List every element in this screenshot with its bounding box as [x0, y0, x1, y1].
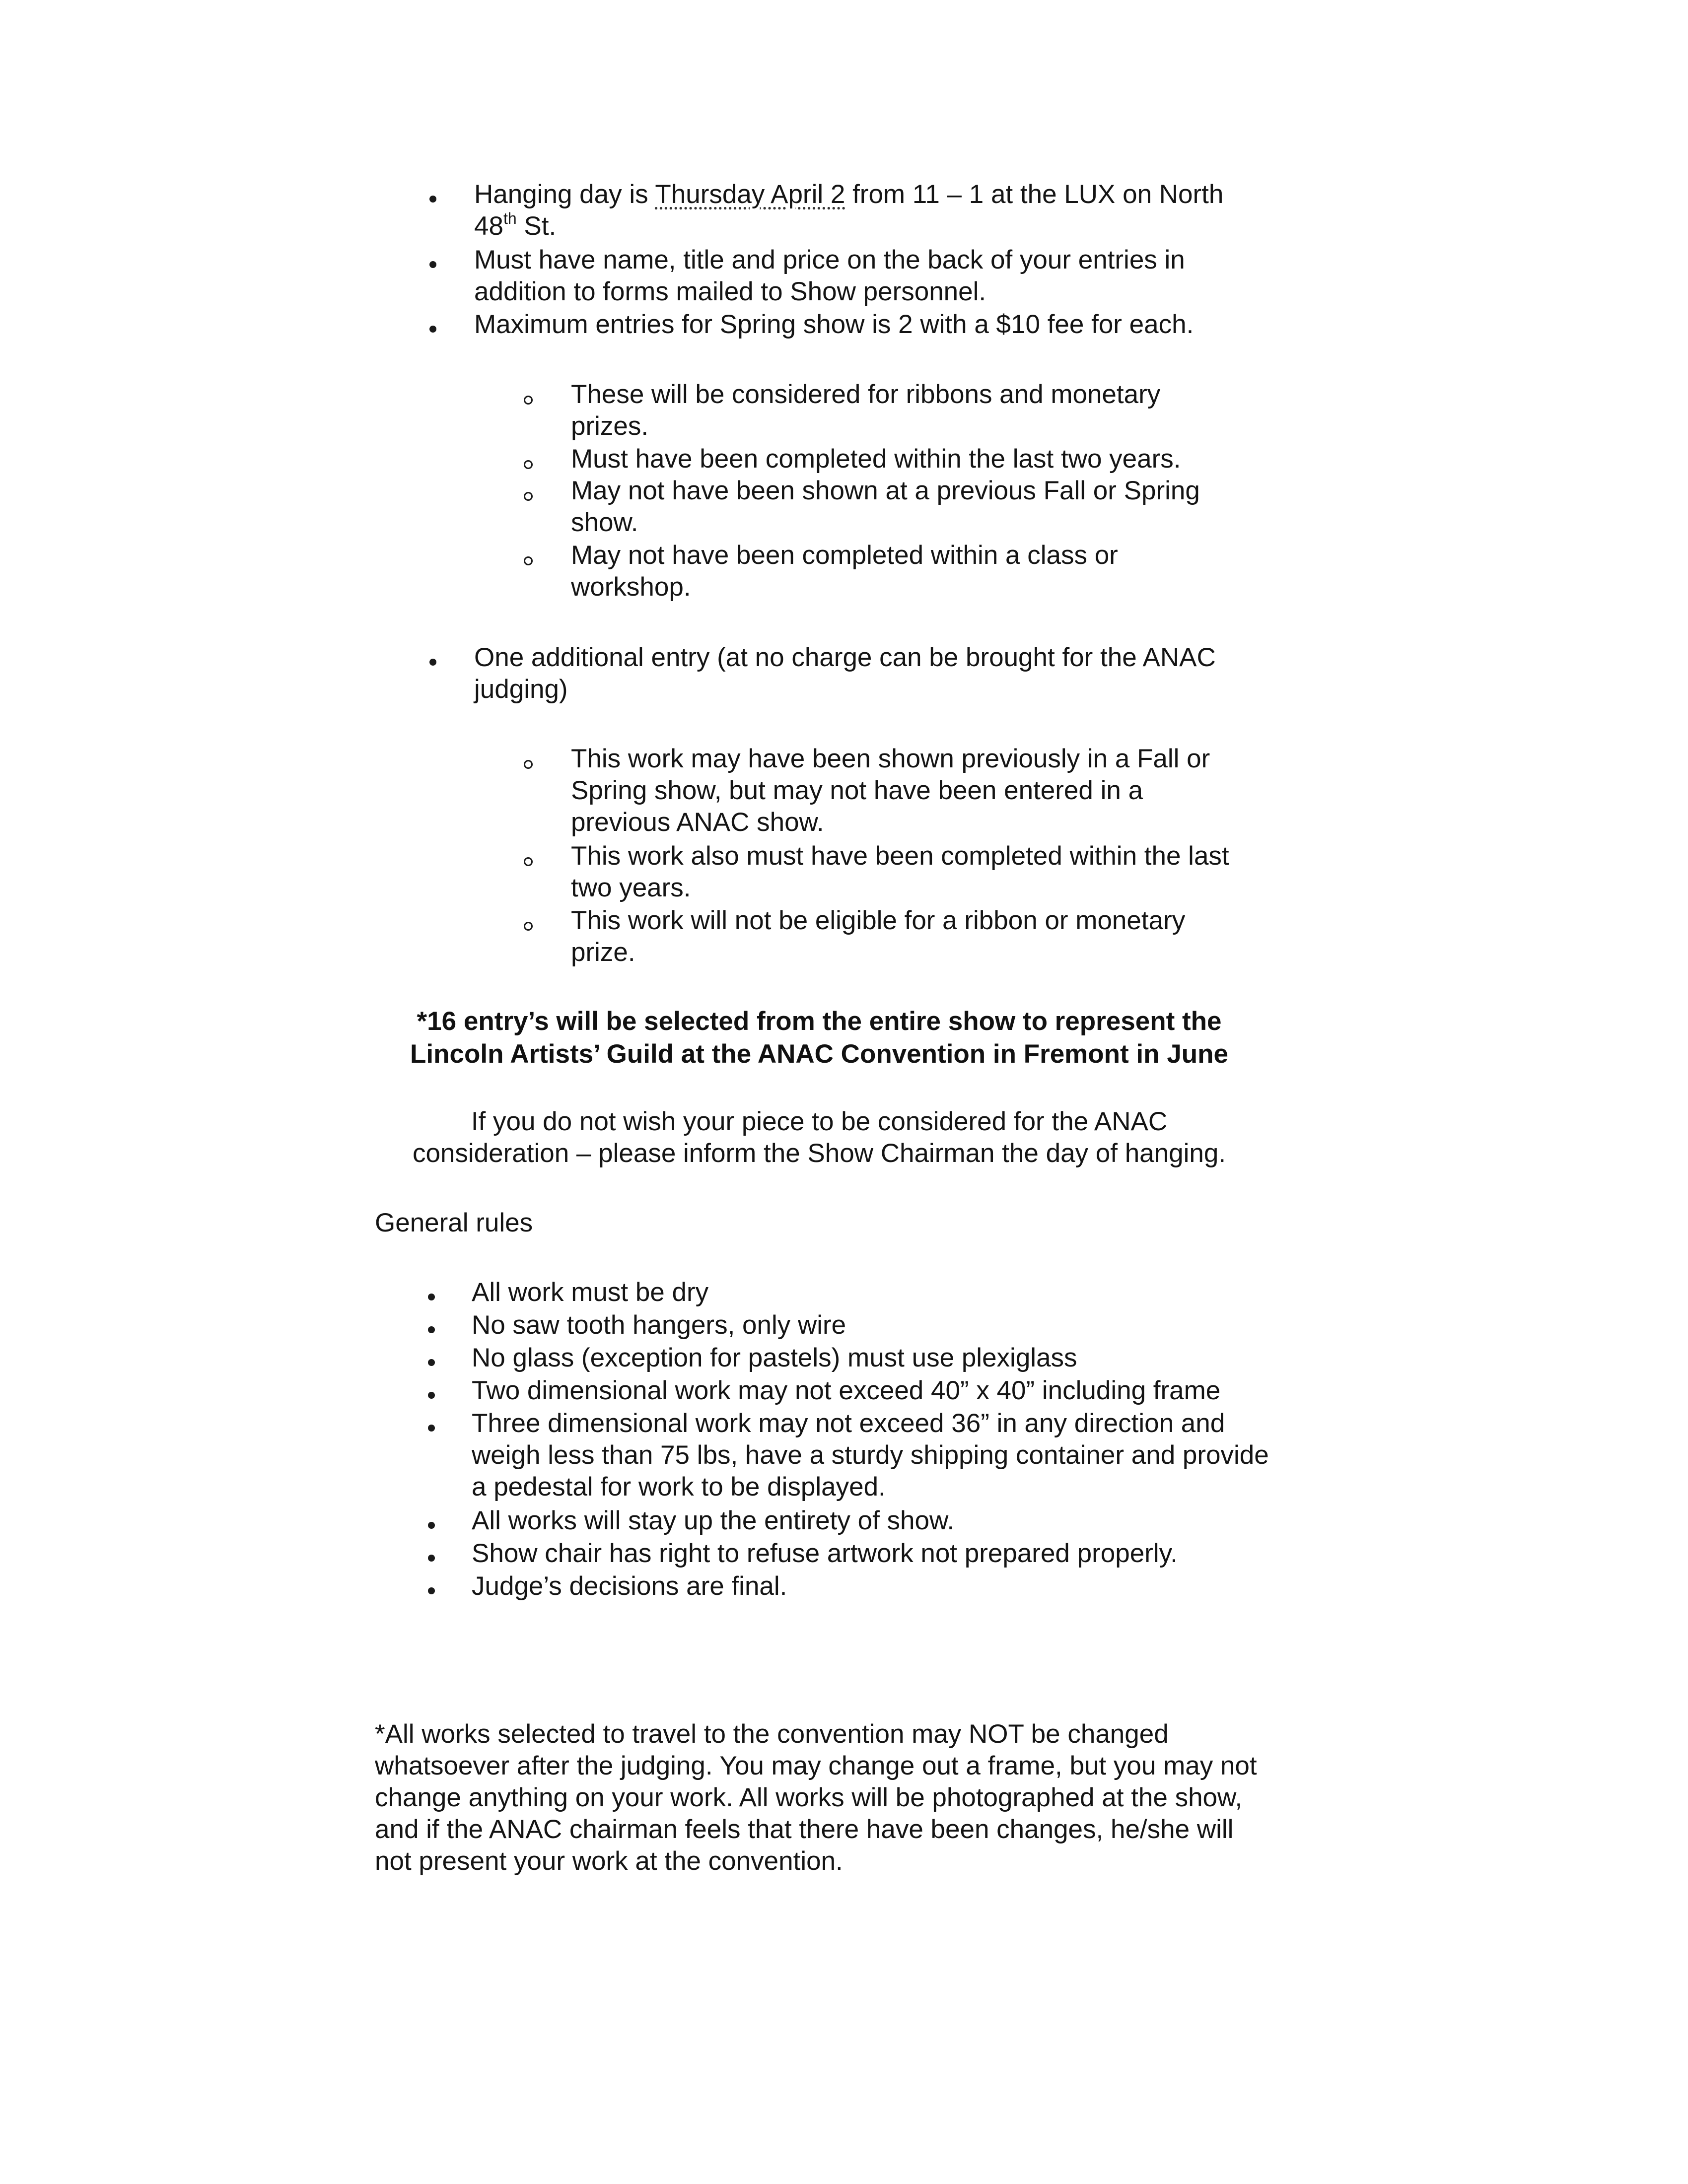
consideration-notice-line2: consideration – please inform the Show Chairman the day of hanging.	[412, 1139, 1226, 1168]
bullet-dot-icon	[428, 1294, 435, 1300]
rule-text: No saw tooth hangers, only wire	[472, 1310, 846, 1340]
sub-bullet-icon	[524, 556, 533, 565]
hanging-day-text	[474, 179, 1293, 242]
sub-bullet-icon	[524, 460, 533, 469]
bullet-dot-icon	[429, 659, 436, 666]
sub-item-text: This work will not be eligible for a ribbon or monetary prize.	[571, 906, 1186, 967]
bullet-dot-icon	[428, 1522, 435, 1529]
hanging-street-suffix: th	[503, 209, 517, 227]
rule-text: Judge’s decisions are final.	[472, 1571, 787, 1601]
bullet-text: Must have name, title and price on the back of your entries in addition to forms mailed to Show personnel.	[474, 245, 1185, 306]
selection-notice-line1: *16 entry’s will be selected from the entire show to represent the	[417, 1007, 1222, 1036]
rule-text: Two dimensional work may not exceed 40” x 40” including frame	[472, 1376, 1221, 1405]
rule-text: All work must be dry	[472, 1278, 709, 1307]
bullet-text: One additional entry (at no charge can be brought for the ANAC judging)	[474, 643, 1216, 704]
bullet-dot-icon	[428, 1555, 435, 1562]
selection-notice-line2: Lincoln Artists’ Guild at the ANAC Convention in Fremont in June	[410, 1039, 1228, 1069]
sub-item-text: May not have been completed within a class or workshop.	[571, 541, 1118, 602]
selection-notice	[348, 1005, 1291, 1071]
hanging-street-rest: St.	[516, 211, 557, 241]
general-rules-heading: General rules	[375, 1208, 533, 1237]
bullet-dot-icon	[428, 1326, 435, 1333]
consideration-notice-line1: If you do not wish your piece to be considered for the ANAC	[471, 1107, 1168, 1136]
rule-text: Show chair has right to refuse artwork not prepared properly.	[472, 1539, 1178, 1568]
sub-item-text: This work also must have been completed within the last two years.	[571, 841, 1229, 902]
bullet-dot-icon	[429, 261, 436, 268]
bullet-dot-icon	[429, 196, 436, 203]
bullet-text: Maximum entries for Spring show is 2 with a $10 fee for each.	[474, 310, 1194, 339]
bullet-dot-icon	[428, 1587, 435, 1594]
rule-text: No glass (exception for pastels) must use plexiglass	[472, 1343, 1077, 1372]
sub-item-text: Must have been completed within the last two years.	[571, 444, 1181, 474]
bullet-dot-icon	[428, 1425, 435, 1432]
hanging-suffix: from 11 – 1 at the LUX on North	[845, 180, 1224, 209]
hanging-date: Thursday April 2	[655, 180, 845, 209]
bullet-dot-icon	[429, 326, 436, 333]
sub-item-text: This work may have been shown previously in a Fall or Spring show, but may not have been entered in a previous ANAC show.	[571, 744, 1210, 837]
bullet-dot-icon	[428, 1392, 435, 1399]
sub-bullet-icon	[524, 922, 533, 931]
bullet-dot-icon	[428, 1359, 435, 1366]
sub-bullet-icon	[524, 492, 533, 501]
sub-item-text: These will be considered for ribbons and monetary prizes.	[571, 380, 1161, 441]
hanging-prefix: Hanging day is	[474, 180, 655, 209]
rule-text: Three dimensional work may not exceed 36” in any direction and weigh less than 75 lbs, have a sturdy shipping container and provide a pedestal for work to be displayed.	[472, 1409, 1269, 1502]
sub-bullet-icon	[524, 396, 533, 405]
rule-text: All works will stay up the entirety of show.	[472, 1506, 955, 1535]
sub-item-text: May not have been shown at a previous Fall or Spring show.	[571, 476, 1200, 537]
hanging-street-number: 48	[474, 211, 503, 241]
sub-bullet-icon	[524, 760, 533, 769]
sub-bullet-icon	[524, 857, 533, 866]
convention-footer-note: *All works selected to travel to the convention may NOT be changed whatsoever after the judging. You may change out a frame, but you may not change anything on your work. All works will be photographed at the show, and if the ANAC chairman feels that there have been changes, he/she will not present your work at the convention.	[375, 1719, 1257, 1876]
consideration-notice	[348, 1106, 1291, 1169]
